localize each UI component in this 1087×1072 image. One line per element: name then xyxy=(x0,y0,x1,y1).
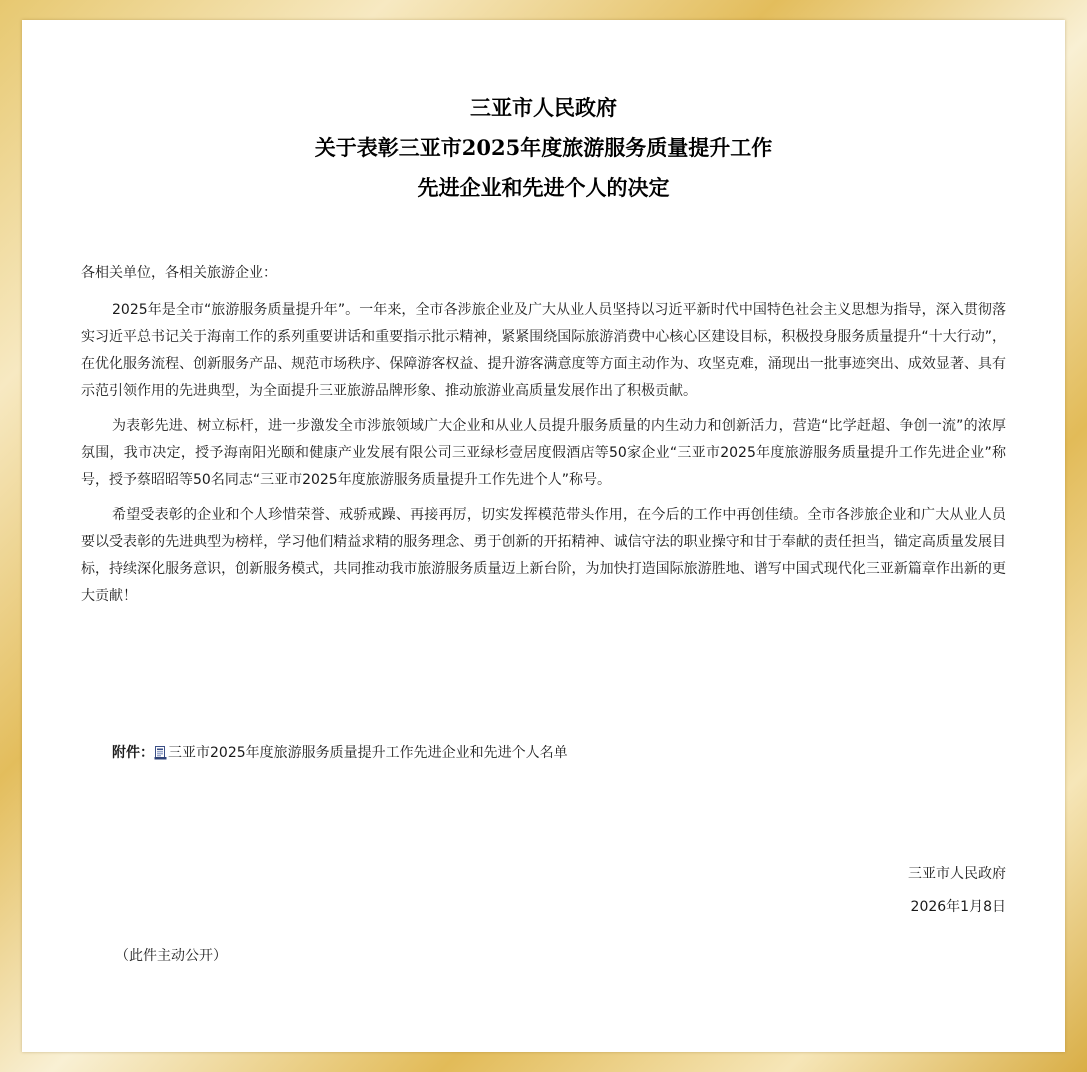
disclosure-note: （此件主动公开） xyxy=(115,948,227,964)
attachment-label: 附件： xyxy=(112,745,154,761)
document-body xyxy=(81,260,1006,618)
signature-block xyxy=(908,862,1006,919)
attachment-title: 三亚市2025年度旅游服务质量提升工作先进企业和先进个人名单 xyxy=(168,745,568,761)
salutation: 各相关单位，各相关旅游企业： xyxy=(81,265,277,281)
document-page xyxy=(22,20,1065,1052)
paragraph-background: 2025年是全市“旅游服务质量提升年”。一年来，全市各涉旅企业及广大从业人员坚持以习近平新时代中国特色社会主义思想为指导，深入贯彻落实习近平总书记关于海南工作的系列重要讲话和重要指示批示精神，紧紧围绕国际旅游消费中心核心区建设目标，积极投身服务质量提升“十大行动”，在优化服务流程、创新服务产品、规范市场秩序、保障游客权益、提升游客满意度等方面主动作为、攻坚克难，涌现出一批事迹突出、成效显著、具有示范引领作用的先进典型，为全面提升三亚旅游品牌形象、推动旅游业高质量发展作出了积极贡献。 xyxy=(81,302,1006,399)
document-title xyxy=(22,88,1065,208)
issue-date: 2026年1月8日 xyxy=(910,899,1006,915)
paragraph-expectation: 希望受表彰的企业和个人珍惜荣誉、戒骄戒躁、再接再厉，切实发挥模范带头作用，在今后的工作中再创佳绩。全市各涉旅企业和广大从业人员要以受表彰的先进典型为榜样，学习他们精益求精的服务理念、勇于创新的开拓精神、诚信守法的职业操守和甘于奉献的责任担当，锚定高质量发展目标，持续深化服务意识，创新服务模式，共同推动我市旅游服务质量迈上新台阶，为加快打造国际旅游胜地、谱写中国式现代化三亚新篇章作出新的更大贡献！ xyxy=(81,507,1006,604)
issuer-signature: 三亚市人民政府 xyxy=(908,866,1006,882)
attachment-link[interactable] xyxy=(154,745,568,761)
document-file-icon xyxy=(154,744,167,759)
attachment-line xyxy=(112,741,568,765)
title-line-decision: 先进企业和先进个人的决定 xyxy=(417,175,670,200)
title-line-subject: 关于表彰三亚市2025年度旅游服务质量提升工作 xyxy=(314,135,773,160)
title-line-issuer: 三亚市人民政府 xyxy=(470,95,617,120)
paragraph-decision: 为表彰先进、树立标杆，进一步激发全市涉旅领域广大企业和从业人员提升服务质量的内生动力和创新活力，营造“比学赶超、争创一流”的浓厚氛围，我市决定，授予海南阳光颐和健康产业发展有限公司三亚绿杉壹居度假酒店等50家企业“三亚市2025年度旅游服务质量提升工作先进企业”称号，授予蔡昭昭等50名同志“三亚市2025年度旅游服务质量提升工作先进个人”称号。 xyxy=(81,418,1006,488)
